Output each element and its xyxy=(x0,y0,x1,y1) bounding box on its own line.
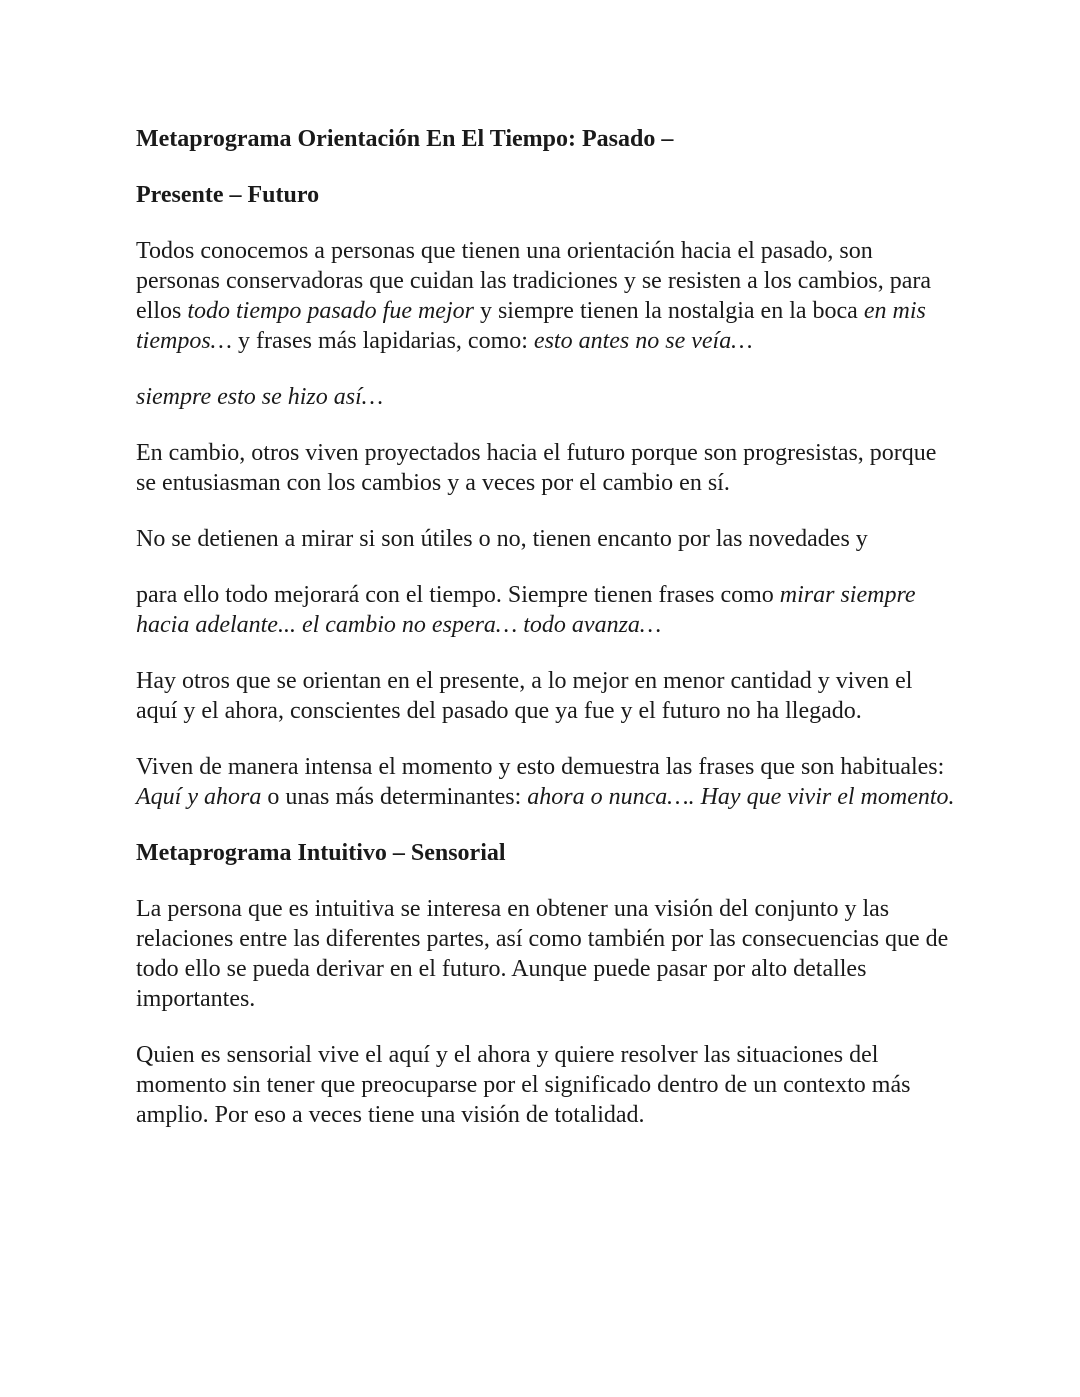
heading-line-1: Metaprograma Orientación En El Tiempo: Pasado – xyxy=(136,126,674,152)
section-heading-time-orientation-cont xyxy=(136,180,956,210)
paragraph-sensorial: Quien es sensorial vive el aquí y el ahora y quiere resolver las situaciones del momento sin tener que preocuparse por el significado dentro de un contexto más amplio. Por eso a veces tiene una visión de totalidad. xyxy=(136,1042,911,1128)
italic-quote: ahora o nunca…. Hay que vivir el momento. xyxy=(527,784,955,810)
text-run: Viven de manera intensa el momento y esto demuestra las frases que son habituales: xyxy=(136,754,945,780)
heading-line-2: Presente – Futuro xyxy=(136,182,320,208)
paragraph-future-phrases xyxy=(136,580,956,640)
document-page xyxy=(136,124,956,1156)
text-run: Todos conocemos a personas que tienen una orientación hacia el pasado, son personas conservadoras que cuidan las tradiciones y se resisten a los cambios, para ellos xyxy=(136,238,932,324)
italic-quote: mirar siempre hacia adelante... el cambio no espera… todo avanza… xyxy=(136,582,916,638)
section-heading-intuitive-sensorial: Metaprograma Intuitivo – Sensorial xyxy=(136,840,506,866)
text-run: y frases más lapidarias, como: xyxy=(232,328,534,354)
italic-quote: todo tiempo pasado fue mejor xyxy=(187,298,474,324)
italic-quote: Aquí y ahora xyxy=(136,784,262,810)
text-run: para ello todo mejorará con el tiempo. Siempre tienen frases como xyxy=(136,582,780,608)
italic-quote: esto antes no se veía… xyxy=(533,328,753,354)
paragraph-future-orientation: En cambio, otros viven proyectados hacia el futuro porque son progresistas, porque se entusiasman con los cambios y a veces por el cambio en sí. xyxy=(136,440,937,496)
text-run: o unas más determinantes: xyxy=(261,784,528,810)
paragraph-intuitive: La persona que es intuitiva se interesa en obtener una visión del conjunto y las relaciones entre las diferentes partes, así como también por las consecuencias que de todo ello se pueda derivar en el futuro. Aunque puede pasar por alto detalles importantes. xyxy=(136,896,949,1012)
text-run: y siempre tienen la nostalgia en la boca xyxy=(473,298,864,324)
italic-quote: en mis tiempos… xyxy=(136,298,926,354)
paragraph-past-orientation xyxy=(136,236,956,356)
italic-quote: siempre esto se hizo así… xyxy=(136,384,384,410)
paragraph-present-phrases xyxy=(136,752,956,812)
paragraph-novelties: No se detienen a mirar si son útiles o no, tienen encanto por las novedades y xyxy=(136,526,868,552)
paragraph-italic-phrase xyxy=(136,382,956,412)
paragraph-present-orientation: Hay otros que se orientan en el presente, a lo mejor en menor cantidad y viven el aquí y el ahora, conscientes del pasado que ya fue y el futuro no ha llegado. xyxy=(136,668,913,724)
section-heading-time-orientation xyxy=(136,124,956,154)
